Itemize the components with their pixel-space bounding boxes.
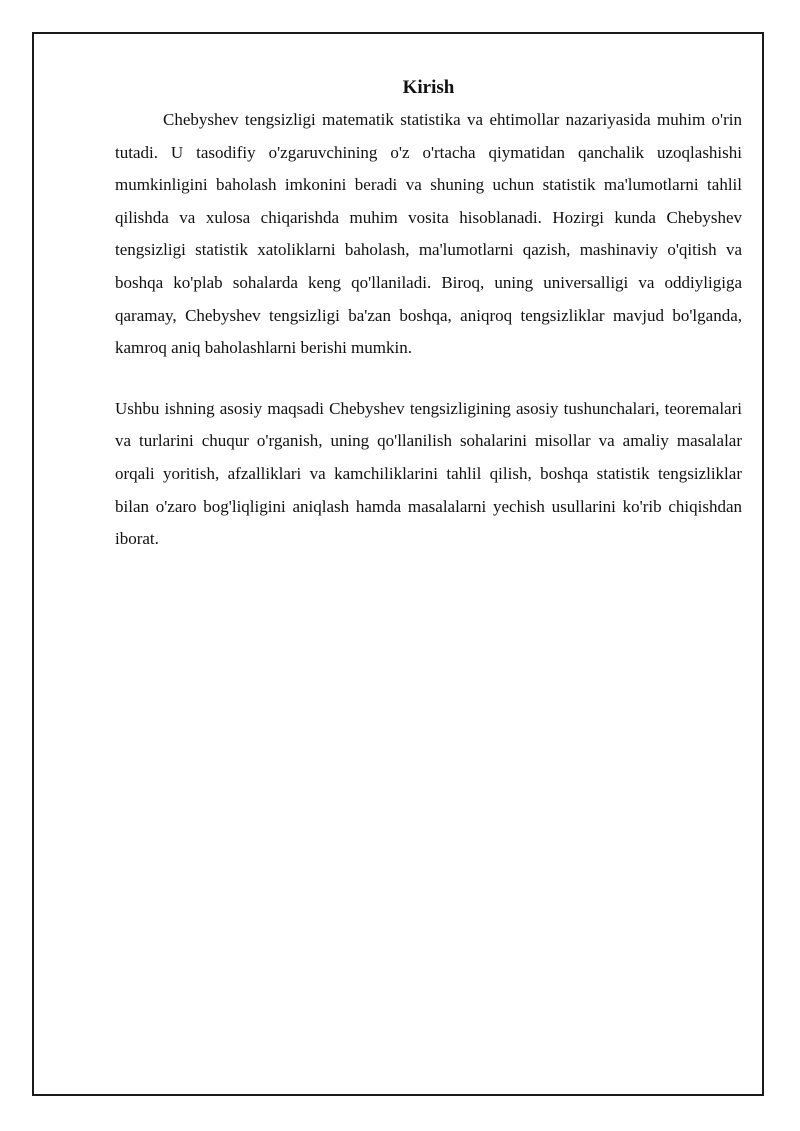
intro-paragraph-2: Ushbu ishning asosiy maqsadi Chebyshev tengsizligining asosiy tushunchalari, teoremalari va turlarini chuqur o'rganish, uning qo'llanilish sohalarini misollar va amaliy masalalar orqali yoritish, afzalliklari va kamchiliklarini tahlil qilish, boshqa statistik tengsizliklar bilan o'zaro bog'liqligini aniqlash hamda masalalarni yechish usullarini ko'rib chiqishdan iborat. bbox=[115, 398, 742, 549]
document-body bbox=[115, 74, 742, 556]
section-title: Kirish bbox=[402, 77, 455, 98]
intro-paragraph-1: Chebyshev tengsizligi matematik statistika va ehtimollar nazariyasida muhim o'rin tutadi. U tasodifiy o'zgaruvchining o'z o'rtacha qiymatidan qanchalik uzoqlashishi mumkinligini baholash imkonini beradi va shuning uchun statistik ma'lumotlarni tahlil qilishda va xulosa chiqarishda muhim vosita hisoblanadi. Hozirgi kunda Chebyshev tengsizligi statistik xatoliklarni baholash, ma'lumotlarni qazish, mashinaviy o'qitish va boshqa ko'plab sohalarda keng qo'llaniladi. Biroq, uning universalligi va oddiyligiga qaramay, Chebyshev tengsizligi ba'zan boshqa, aniqroq tengsizliklar mavjud bo'lganda, kamroq aniq baholashlarni berishi mumkin. bbox=[115, 110, 742, 358]
